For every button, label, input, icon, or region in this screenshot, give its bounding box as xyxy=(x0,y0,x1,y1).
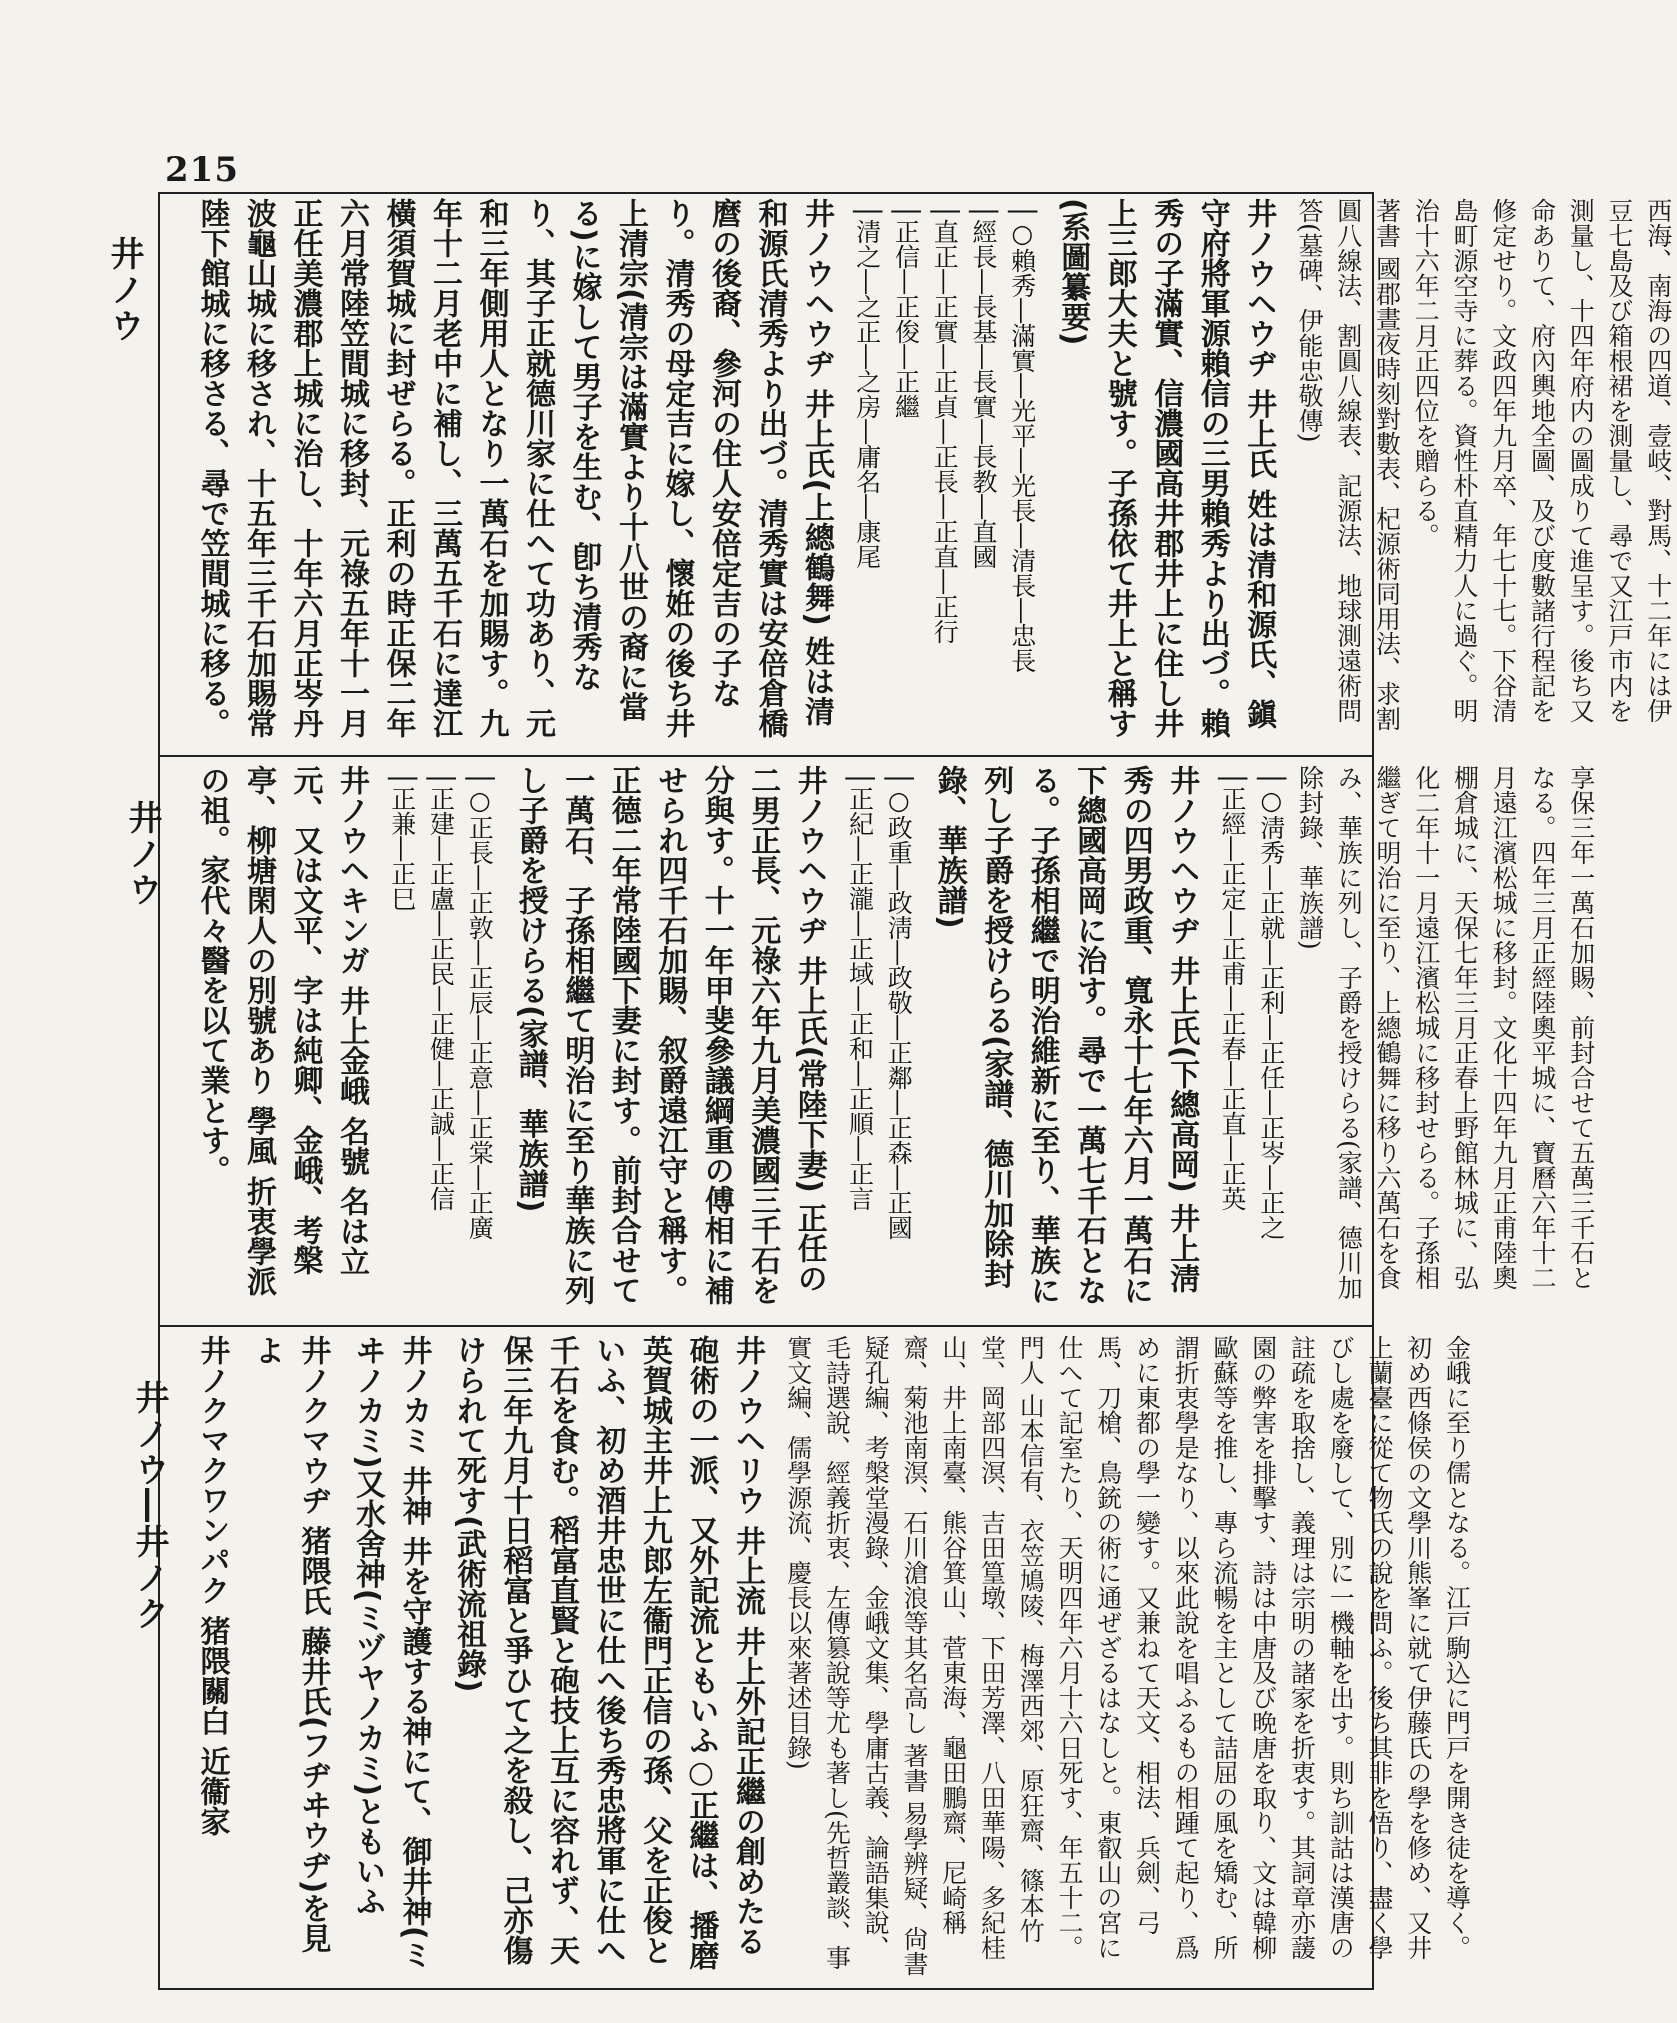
genealogy-line: │ 正紀―正瀧―正域―正和―正順―正言 xyxy=(840,771,879,1307)
entry-heading: 井ノウヘウヂ 井上氏(常陸下妻) 正任の二男正長、元祿六年九月美濃國三千石を分與す。十一年甲斐參議綱重の傅相に補せられ四千石加賜、叙爵遠江守と稱す。正德二年常陸國下妻に封す。前封合せて一萬石、子孫相繼て明治に至り華族に列し子爵を授けらる(家譜、華族譜) xyxy=(512,765,827,1305)
tier-divider-1 xyxy=(158,755,1374,757)
entry-heading: 井ノウヘウヂ 井上氏 姓は清和源氏、鎭守府將軍源賴信の三男賴秀より出づ。賴秀の子滿實、信濃國高井郡井上に住し井上三郎大夫と號す。子孫依て井上と稱す(系圖纂要) xyxy=(1055,198,1277,738)
genealogy-line: │ ○政重―政淸―政敬―正鄰―正森―正國 xyxy=(879,771,918,1307)
genealogy-line: │ 正建―正盧―正民―正健―正誠―正信 xyxy=(421,771,460,1307)
entry-heading: 井ノクマウヂ 猪隈氏 藤井氏(フヂヰウヂ)を見よ xyxy=(249,1335,331,1954)
tier-top xyxy=(180,198,1673,743)
entry-text: 金峨に至り儒となる。江戸駒込に門戸を開き徒を導く。初め西條侯の文學川熊峯に就て伊藤氏の學を修め、又井上蘭臺に從て物氏の說を問ふ。後ち其非を悟り、盡く學びし處を廢して、別に一機軸を出す。則ち訓詁は漢唐の註疏を取捨し、義理は宗明の諸家を折衷す。其詞章亦蘐園の弊害を排擊す、詩は中唐及び晩唐を取り、文は韓柳歐蘇等を推し、專ら流暢を主として詰屈の風を矯む、所謂折衷學是なり、以來此說を唱ふるもの相踵て起り、爲めに東都の學一變す。又兼ねて天文、相法、兵劍、弓馬、刀槍、鳥銃の術に通ぜざるはなしと。東叡山の宮に仕へて記室たり、天明四年六月十六日死す、年五十二。門人 山本信有、衣笠鳩陵、梅澤西郊、原狂齋、篠本竹堂、岡部四溟、吉田篁墩、下田芳澤、八田華陽、多紀桂山、井上南臺、熊谷箕山、菅東海、龜田鵬齋、尼崎稱齋、菊池南溟、石川滄浪等其名高し 著書 易學辨疑、尙書疑孔編、考槃堂漫錄、金峨文集、學庸古義、論語集說、毛詩選說、經義折衷、左傳篡說等尤も著し(先哲叢談、事實文編、儒學源流、慶長以來著述目錄) xyxy=(783,1335,1472,1976)
genealogy-line: │ 正信―正俊―正繼 xyxy=(886,204,925,737)
tier-bottom xyxy=(180,1335,1472,1980)
genealogy-line: │ 正經―正定―正甫―正春―正直―正英 xyxy=(1212,771,1251,1307)
entry-text: 享保三年一萬石加賜、前封合せて五萬三千石となる。四年三月正經陸奧平城に、寶曆六年十二月遠江濱松城に移封。文化十四年九月正甫陸奧棚倉城に、天保七年三月正春上野館林城に、弘化二年十一月遠江濱松城に移封せらる。子孫相繼ぎて明治に至り、上總鶴舞に移り六萬石を食み、華族に列し、子爵を授けらる(家譜、德川加除封錄、華族譜) xyxy=(1295,765,1596,1300)
tier-middle xyxy=(180,765,1596,1313)
genealogy-line: │ ○賴秀―滿實―光平―光長―清長―忠長 xyxy=(1002,204,1041,737)
page-number: 215 xyxy=(165,150,239,190)
side-label-middle: 井ノウ xyxy=(122,800,162,908)
entry-heading: 井ノウヘリウ 井上流 井上外記正繼の創めたる砲術の一派、又外記流ともいふ○正繼は、播磨英賀城主井上九郎左衞門正信の孫、父を正俊といふ、初め酒井忠世に仕へ後ち秀忠將軍に仕へ千石を食む。稻富直賢と砲技上互に容れず、天保三年九月十日稻富と爭ひて之を殺し、己亦傷けられて死す(武術流祖錄) xyxy=(451,1335,765,1970)
tier-bottom-text xyxy=(180,1335,1476,1980)
genealogy-line: │ 經長―長基―長實―長教―直國 xyxy=(963,204,1002,737)
entry-heading: 井ノウヘウヂ 井上氏(上總鶴舞) 姓は清和源氏清秀より出づ。清秀實は安倍倉橋麿の後裔、參河の住人安倍定吉の子なり。清秀の母定吉に嫁し、懷姙の後ち井上清宗(清宗は滿實より十八世の裔に當る)に嫁して男子を生む、卽ち清秀なり、其子正就德川家に仕へて功あり、元和三年側用人となり一萬石を加賜す。九年十二月老中に補し、三萬五千石に達江橫須賀城に封ぜらる。正利の時正保二年六月常陸笠間城に移封、元祿五年十一月正任美濃郡上城に治し、十年六月正岑丹波龜山城に移され、十五年三千石加賜常陸下館城に移さる、尋で笠間城に移る。 xyxy=(194,198,834,738)
genealogy-line: │ ○正長―正敦―正辰―正意―正棠―正廣 xyxy=(460,771,499,1307)
tier-middle-text xyxy=(180,765,1600,1313)
entry-heading: 井ノウヘウヂ 井上氏(下總高岡) 井上淸秀の四男政重、寬永十七年六月一萬石に下總國高岡に治す。尋で一萬七千石となる。子孫相繼で明治維新に至り、華族に列し子爵を授けらる(家譜、德川加除封錄、華族譜) xyxy=(931,765,1200,1305)
entry-text: 西海、南海の四道、壹岐、對馬、十二年には伊豆七島及び箱根裙を測量し、尋で又江戸市内を測量し、十四年府内の圖成りて進呈す。後ち又命ありて、府內輿地全圖、及び度數諸行程記を修定せり。文政四年九月卒、年七十七。下谷清島町源空寺に葬る。資性朴直精力人に過ぐ。明治十六年二月正四位を贈らる。 xyxy=(1411,198,1673,723)
tier-top-text xyxy=(180,198,1677,743)
genealogy-line: │ ○淸秀―正就―正利―正任―正岑―正之 xyxy=(1251,771,1290,1307)
genealogy-line: │ 正兼―正巳 xyxy=(382,771,421,1307)
genealogy-line: │ 直正―正實―正貞―正長―正直―正行 xyxy=(925,204,964,737)
entry-heading: 井ノカミ 井神 井を守護する神にて、御井神(ミヰノカミ)又水舍神(ミヅヤノカミ)ともいふ xyxy=(350,1335,432,1970)
entry-text: 著書 國郡晝夜時刻對數表、杞源術同用法、求割圓八線法、割圓八線表、記源法、地球測遠術問答(墓碑、伊能忠敬傳) xyxy=(1295,198,1402,731)
side-label-top: 井ノウ xyxy=(104,236,144,344)
tier-divider-2 xyxy=(158,1325,1374,1327)
entry-heading: 井ノウヘキンガ 井上金峨 名號 名は立元、又は文平、字は純卿、金峨、考槃亭、柳塘閑人の別號あり 學風 折衷學派の祖。家代々醫を以て業とす。 xyxy=(194,765,369,1296)
side-label-bottom: 井ノウ―井ノク xyxy=(129,1380,169,1632)
genealogy-line: │ 清之―之正―之房―庸名―康尾 xyxy=(847,204,886,737)
entry-heading: 井ノクマクワンパク 猪隈關白 近衞家 xyxy=(194,1335,230,1836)
